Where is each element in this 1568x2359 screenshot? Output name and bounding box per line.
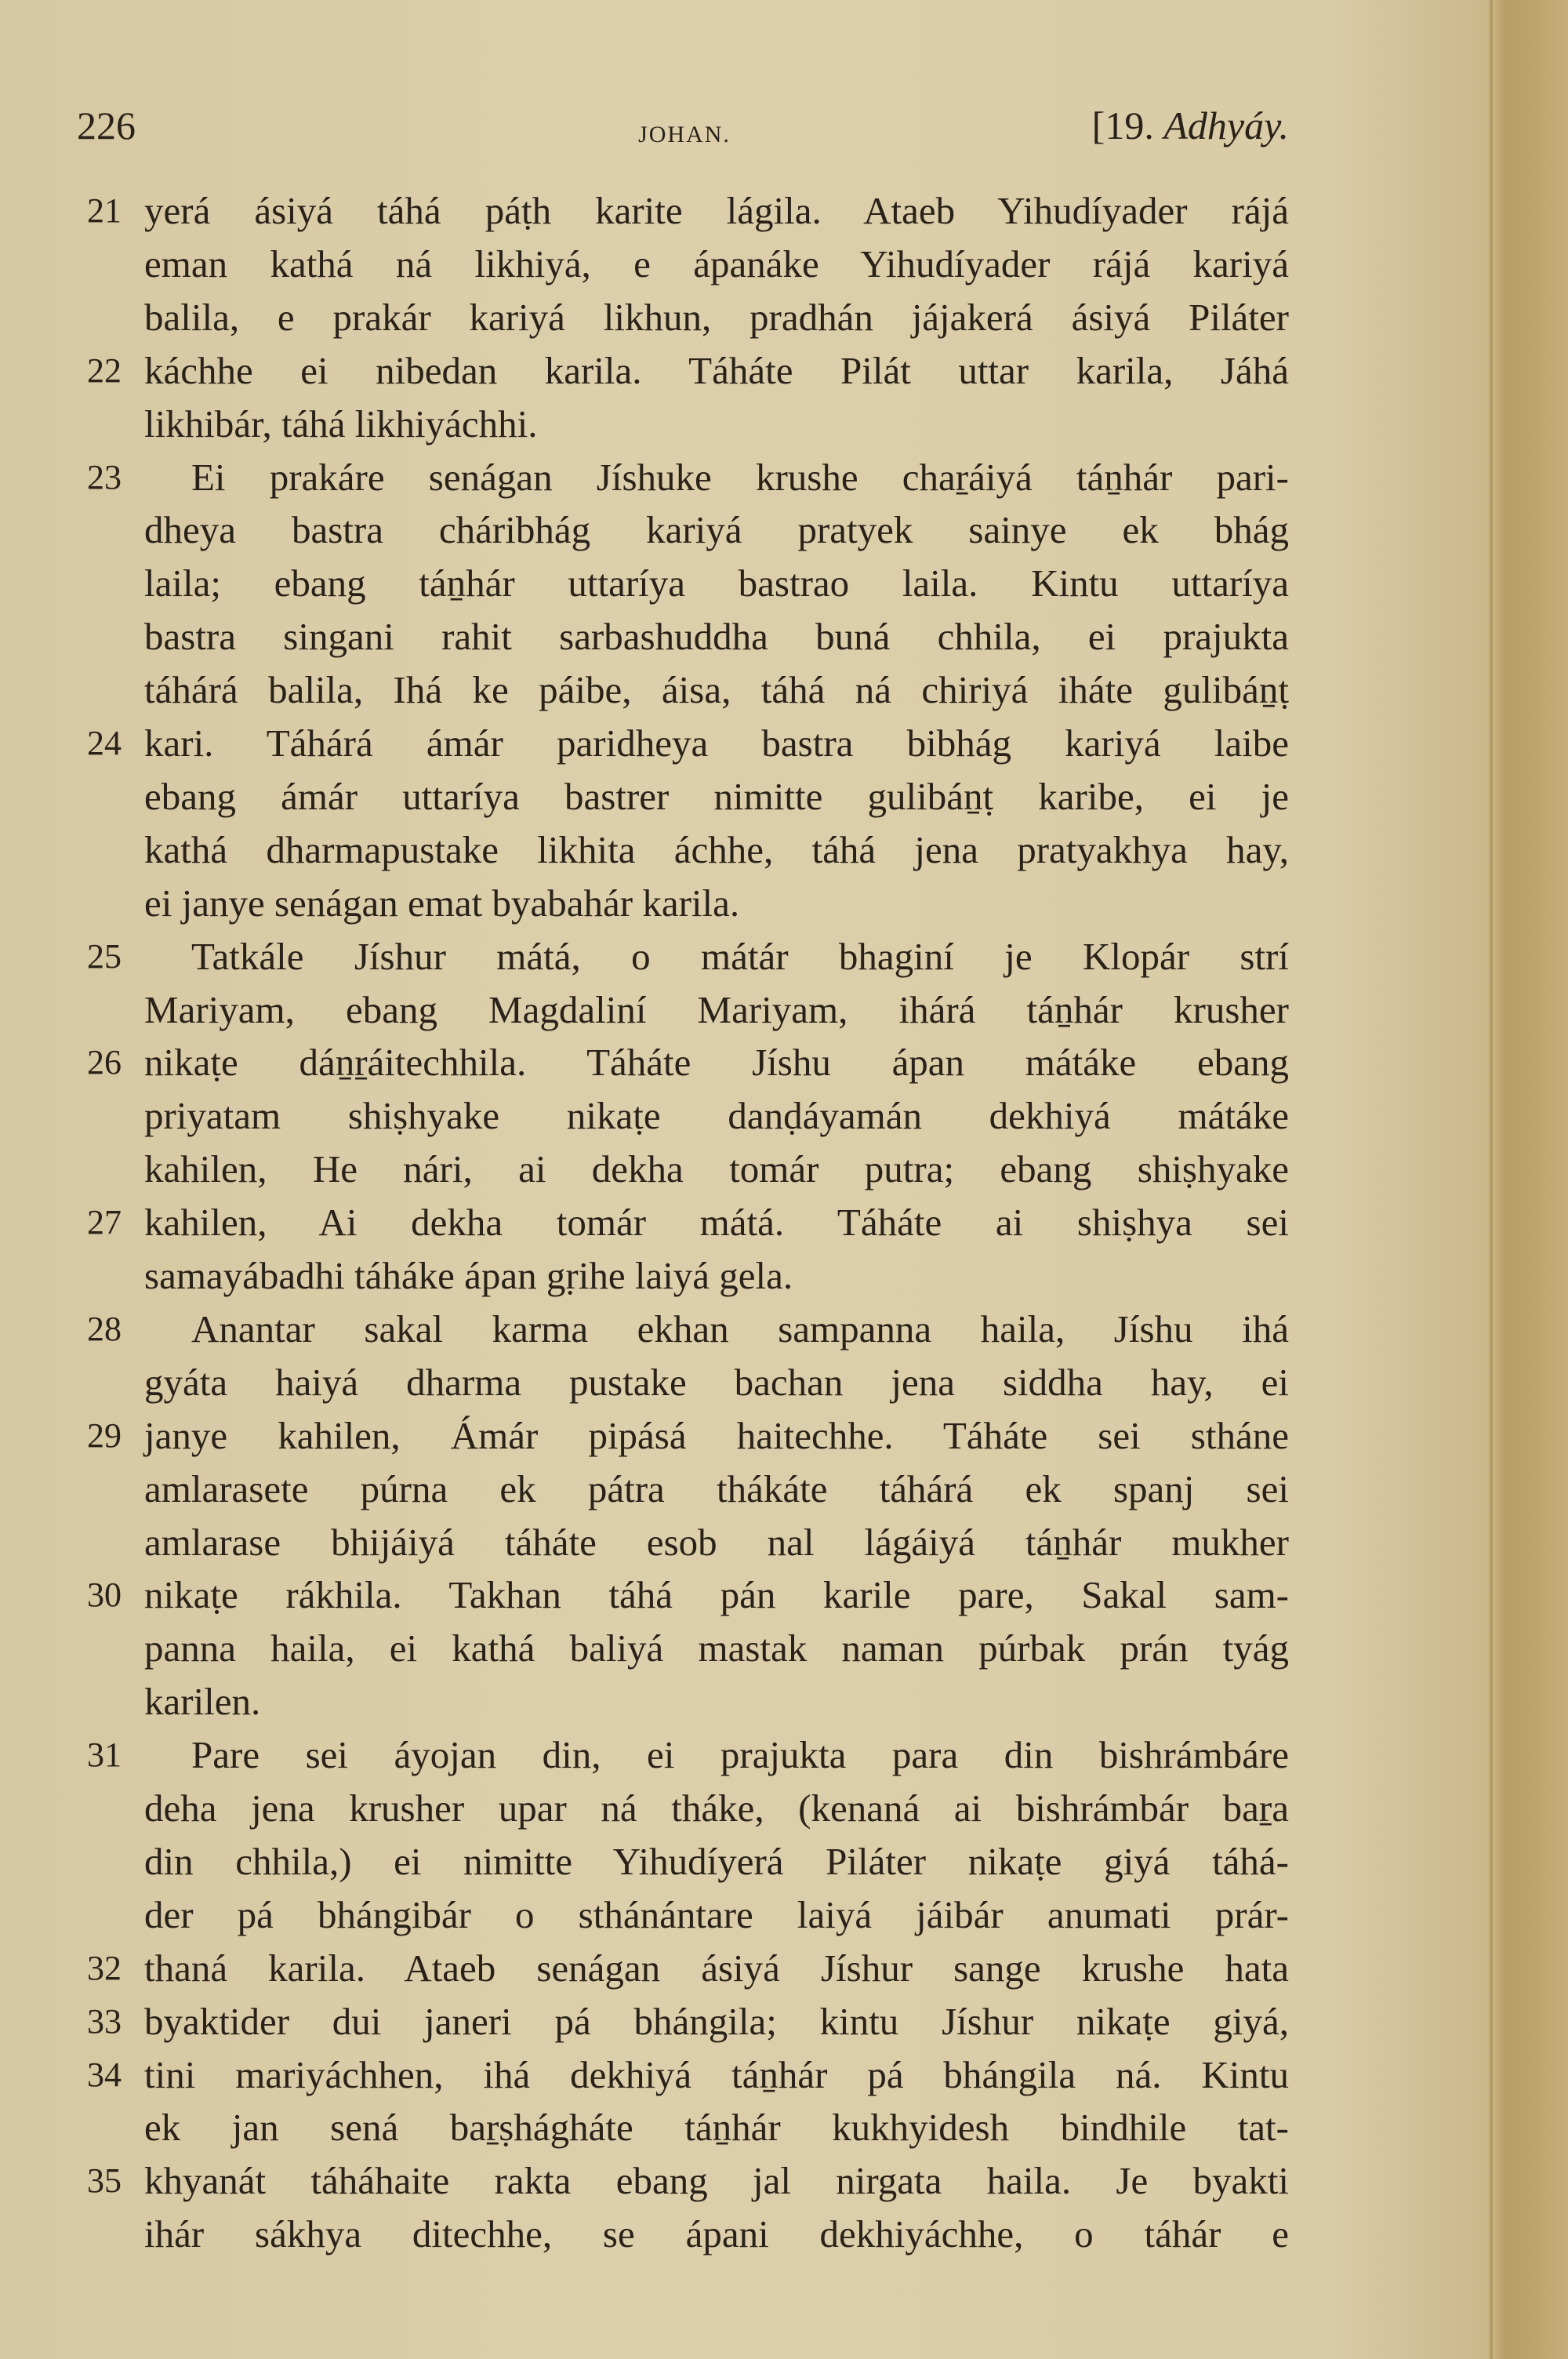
verse-number: 22: [87, 351, 122, 390]
verse-number: 34: [87, 2055, 122, 2094]
text-line: eman kathá ná likhiyá, e ápanáke Yihudíyader rájá kariyá: [144, 242, 1289, 285]
text-line: amlarase bhijáiyá táháte esob nal lágáiyá táṉhár mukher: [144, 1520, 1289, 1564]
verse-number: 33: [87, 2001, 122, 2041]
text-line: der pá bhángibár o sthánántare laiyá jáibár anumati prár-: [144, 1892, 1289, 1936]
text-line: ihár sákhya ditechhe, se ápani dekhiyáchhe, o táhár e: [144, 2212, 1289, 2256]
text-line: kathá dharmapustake likhita áchhe, táhá jena pratyakhya hay,: [144, 827, 1289, 871]
text-line: gyáta haiyá dharma pustake bachan jena siddha hay, ei: [144, 1360, 1289, 1404]
verse-number: 27: [87, 1203, 122, 1242]
text-line: kahilen, Ai dekha tomár mátá. Táháte ai shiṣhya sei: [144, 1201, 1289, 1245]
text-line: thaná karila. Ataeb senágan ásiyá Jíshur sange krushe hata: [144, 1946, 1289, 1990]
text-line: janye kahilen, Ámár pipásá haitechhe. Táháte sei stháne: [144, 1413, 1289, 1457]
verse-number: 26: [87, 1043, 122, 1082]
chapter-number: [19.: [1091, 104, 1154, 147]
text-line: kahilen, He nári, ai dekha tomár putra; ebang shiṣhyake: [144, 1147, 1289, 1191]
verse-number: 24: [87, 724, 122, 762]
verse-number: 25: [87, 936, 122, 976]
page-edge: [1490, 0, 1493, 2359]
text-line: Anantar sakal karma ekhan sampanna haila, Jíshu ihá: [191, 1307, 1289, 1350]
text-line: Mariyam, ebang Magdaliní Mariyam, ihárá táṉhár krusher: [144, 987, 1289, 1031]
text-line: káchhe ei nibedan karila. Táháte Pilát uttar karila, Jáhá: [144, 348, 1289, 392]
running-title: JOHAN.: [638, 122, 731, 147]
verse-number: 21: [87, 191, 122, 230]
text-line: Pare sei áyojan din, ei prajukta para din bishrámbáre: [191, 1733, 1289, 1777]
text-line: panna haila, ei kathá baliyá mastak naman púrbak prán tyág: [144, 1627, 1289, 1670]
text-line: Tatkále Jíshur mátá, o mátár bhaginí je Klopár strí: [191, 934, 1289, 978]
text-line: din chhila,) ei nimitte Yihudíyerá Piláter nikaṭe giyá táhá-: [144, 1839, 1289, 1883]
text-line: amlarasete púrna ek pátra thákáte táhárá ek spanj sei: [144, 1467, 1289, 1510]
text-line: ebang ámár uttaríya bastrer nimitte gulibáṉṭ karibe, ei je: [144, 774, 1289, 818]
verse-number: 29: [87, 1416, 122, 1455]
text-line: likhibár, táhá likhiyáchhi.: [144, 402, 538, 445]
text-line: priyatam shiṣhyake nikaṭe danḍáyamán dekhiyá mátáke: [144, 1094, 1289, 1138]
text-line: ek jan sená baṟṣhágháte táṉhár kukhyidesh bindhile tat-: [144, 2106, 1289, 2150]
text-line: laila; ebang táṉhár uttaríya bastrao laila. Kintu uttaríya: [144, 562, 1289, 605]
text-line: karilen.: [144, 1680, 261, 1724]
text-line: yerá ásiyá táhá páṭh karite lágila. Ataeb Yihudíyader rájá: [144, 189, 1289, 232]
text-line: Ei prakáre senágan Jíshuke krushe chaṟáiyá táṉhár pari-: [191, 455, 1289, 499]
text-line: dheya bastra cháribhág kariyá pratyek sainye ek bhág: [144, 508, 1289, 552]
text-line: tini mariyáchhen, ihá dekhiyá táṉhár pá bhángila ná. Kintu: [144, 2052, 1289, 2096]
verse-number: 31: [87, 1736, 122, 1775]
chapter-heading: [1092, 100, 1289, 151]
verse-number: 30: [87, 1576, 122, 1615]
text-line: balila, e prakár kariyá likhun, pradhán jájakerá ásiyá Piláter: [144, 295, 1289, 339]
text-line: ei janye senágan emat byabahár karila.: [144, 881, 740, 925]
verse-number: 35: [87, 2161, 122, 2201]
chapter-word: Adhyáy.: [1163, 104, 1289, 147]
text-line: táhárá balila, Ihá ke páibe, áisa, táhá ná chiriyá iháte gulibáṉṭ: [144, 668, 1289, 712]
verse-number: 23: [87, 457, 122, 496]
text-line: deha jena krusher upar ná tháke, (kenaná ai bishrámbár baṟa: [144, 1787, 1289, 1830]
text-line: byaktider dui janeri pá bhángila; kintu Jíshur nikaṭe giyá,: [144, 1999, 1289, 2043]
page-number: 226: [77, 104, 136, 147]
text-line: samayábadhi táháke ápan gṛihe laiyá gela.: [144, 1254, 793, 1297]
text-line: bastra singani rahit sarbashuddha buná chhila, ei prajukta: [144, 615, 1289, 659]
text-line: nikaṭe rákhila. Takhan táhá pán karile pare, Sakal sam-: [144, 1573, 1289, 1617]
text-line: kari. Táhárá ámár paridheya bastra bibhág kariyá laibe: [144, 722, 1289, 765]
verse-number: 32: [87, 1948, 122, 1987]
verse-number: 28: [87, 1309, 122, 1348]
text-line: khyanát táháhaite rakta ebang jal nirgata haila. Je byakti: [144, 2159, 1289, 2203]
text-line: nikaṭe dáṉṟáitechhila. Táháte Jíshu ápan mátáke ebang: [144, 1041, 1289, 1085]
